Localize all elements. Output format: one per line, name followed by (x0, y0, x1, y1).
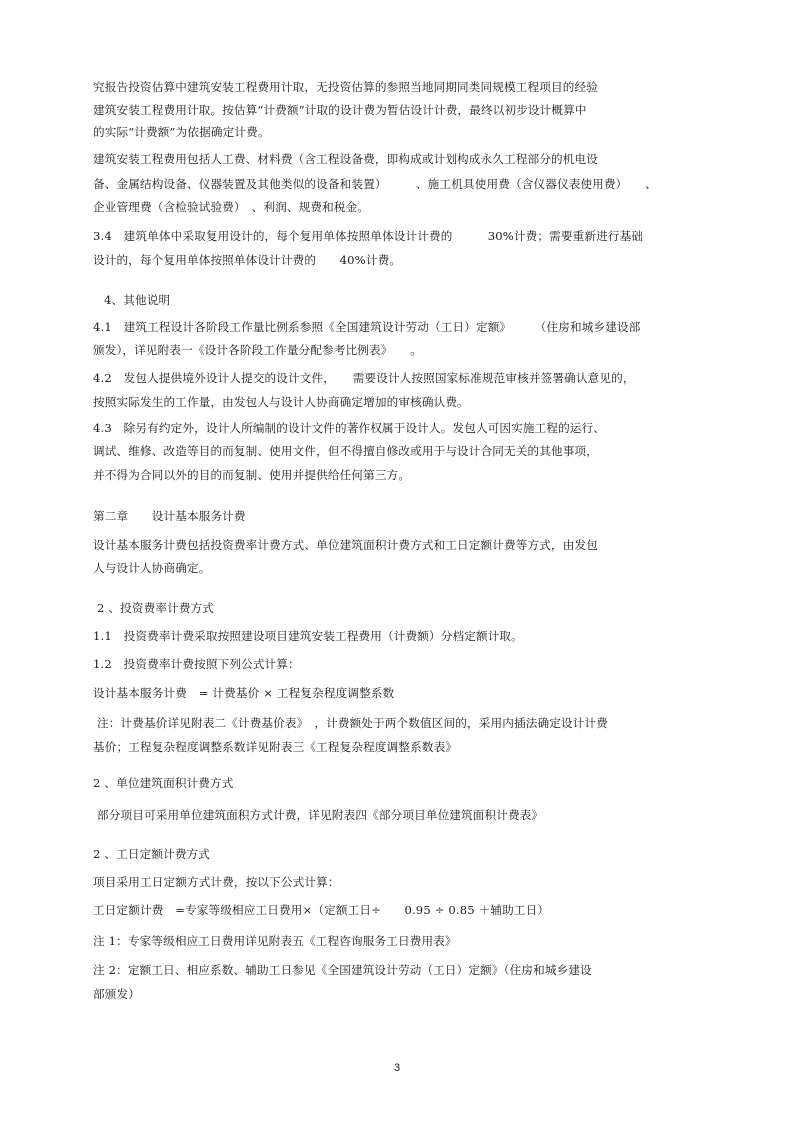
text-line: 部颁发） (93, 987, 140, 1001)
text-line: 人与设计人协商确定。 (93, 561, 211, 575)
text-line: 项目采用工日定额方式计费，按以下公式计算： (93, 875, 340, 889)
note-line: 注：计费基价详见附表二《计费基价表》 ，计费额处于两个数值区间的，采用内插法确定设计计费 (97, 716, 608, 730)
text-line: 1.2 投资费率计费按照下列公式计算： (93, 657, 300, 671)
section-heading: 4、其他说明 (104, 293, 171, 307)
text-line: 企业管理费（含检验试验费） 、利润、规费和税金。 (93, 200, 370, 214)
text-line: 4.1 建筑工程设计各阶段工作量比例系参照《全国建筑设计劳动（工日）定额》 （住房和城乡建设部 (93, 320, 641, 334)
text-line: 的实际“计费额”为依据确定计费。 (93, 125, 270, 139)
text-line: 调试、维修、改造等目的而复制、使用文件，但不得擅自修改或用于与设计合同无关的其他事项， (93, 444, 598, 458)
text-line: 3.4 建筑单体中采取复用设计的，每个复用单体按照单体设计计费的 30%计费；需要重新进行基础 (93, 229, 644, 243)
section-heading: 2 、单位建筑面积计费方式 (93, 776, 234, 790)
note-line: 注 2：定额工日、相应系数、辅助工日参见《全国建筑设计劳动（工日）定额》（住房和城乡建设 (93, 963, 592, 977)
text-line: 1.1 投资费率计费采取按照建设项目建筑安装工程费用（计费额）分档定额计取。 (93, 629, 523, 643)
text-line: 设计基本服务计费包括投资费率计费方式、单位建筑面积计费方式和工日定额计费等方式，由发包 (93, 538, 598, 552)
text-line: 建筑安装工程费用计取。按估算“计费额”计取的设计费为暂估设计计费，最终以初步设计概算中 (93, 103, 587, 117)
text-line: 并不得为合同以外的目的而复制、使用并提供给任何第三方。 (93, 468, 411, 482)
text-line: 基价；工程复杂程度调整系数详见附表三《工程复杂程度调整系数表》 (93, 740, 458, 754)
formula-line: 工日定额计费 =专家等级相应工日费用×（定额工日÷ 0.95 ÷ 0.85 ＋辅助工日） (93, 903, 550, 917)
chapter-heading: 第二章 设计基本服务计费 (93, 509, 246, 523)
text-line: 部分项目可采用单位建筑面积方式计费，详见附表四《部分项目单位建筑面积计费表》 (97, 808, 544, 822)
text-line: 颁发），详见附表一《设计各阶段工作量分配参考比例表》 。 (93, 343, 422, 357)
text-line: 究报告投资估算中建筑安装工程费用计取，无投资估算的参照当地同期同类同规模工程项目的经验 (93, 80, 598, 94)
note-line: 注 1：专家等级相应工日费用详见附表五《工程咨询服务工日费用表》 (93, 934, 457, 948)
text-line: 建筑安装工程费用包括人工费、材料费（含工程设备费，即构成或计划构成永久工程部分的机电设 (93, 152, 598, 166)
text-line: 4.3 除另有约定外，设计人所编制的设计文件的著作权属于设计人。发包人可因实施工程的运行、 (93, 421, 606, 435)
text-line: 按照实际发生的工作量，由发包人与设计人协商确定增加的审核确认费。 (93, 395, 469, 409)
section-heading: 2 、工日定额计费方式 (93, 847, 211, 861)
page-number: 3 (393, 1062, 401, 1074)
formula-line: 设计基本服务计费 = 计费基价 × 工程复杂程度调整系数 (93, 686, 395, 700)
text-line: 4.2 发包人提供境外设计人提交的设计文件， 需要设计人按照国家标准规范审核并签署确认意见的， (93, 371, 635, 385)
text-line: 备、金属结构设备、仪器装置及其他类似的设备和装置） 、施工机具使用费（含仪器仪表使用费） 、 (93, 177, 657, 191)
section-heading: 2 、投资费率计费方式 (97, 601, 215, 615)
text-line: 设计的，每个复用单体按照单体设计计费的 40%计费。 (93, 253, 402, 267)
